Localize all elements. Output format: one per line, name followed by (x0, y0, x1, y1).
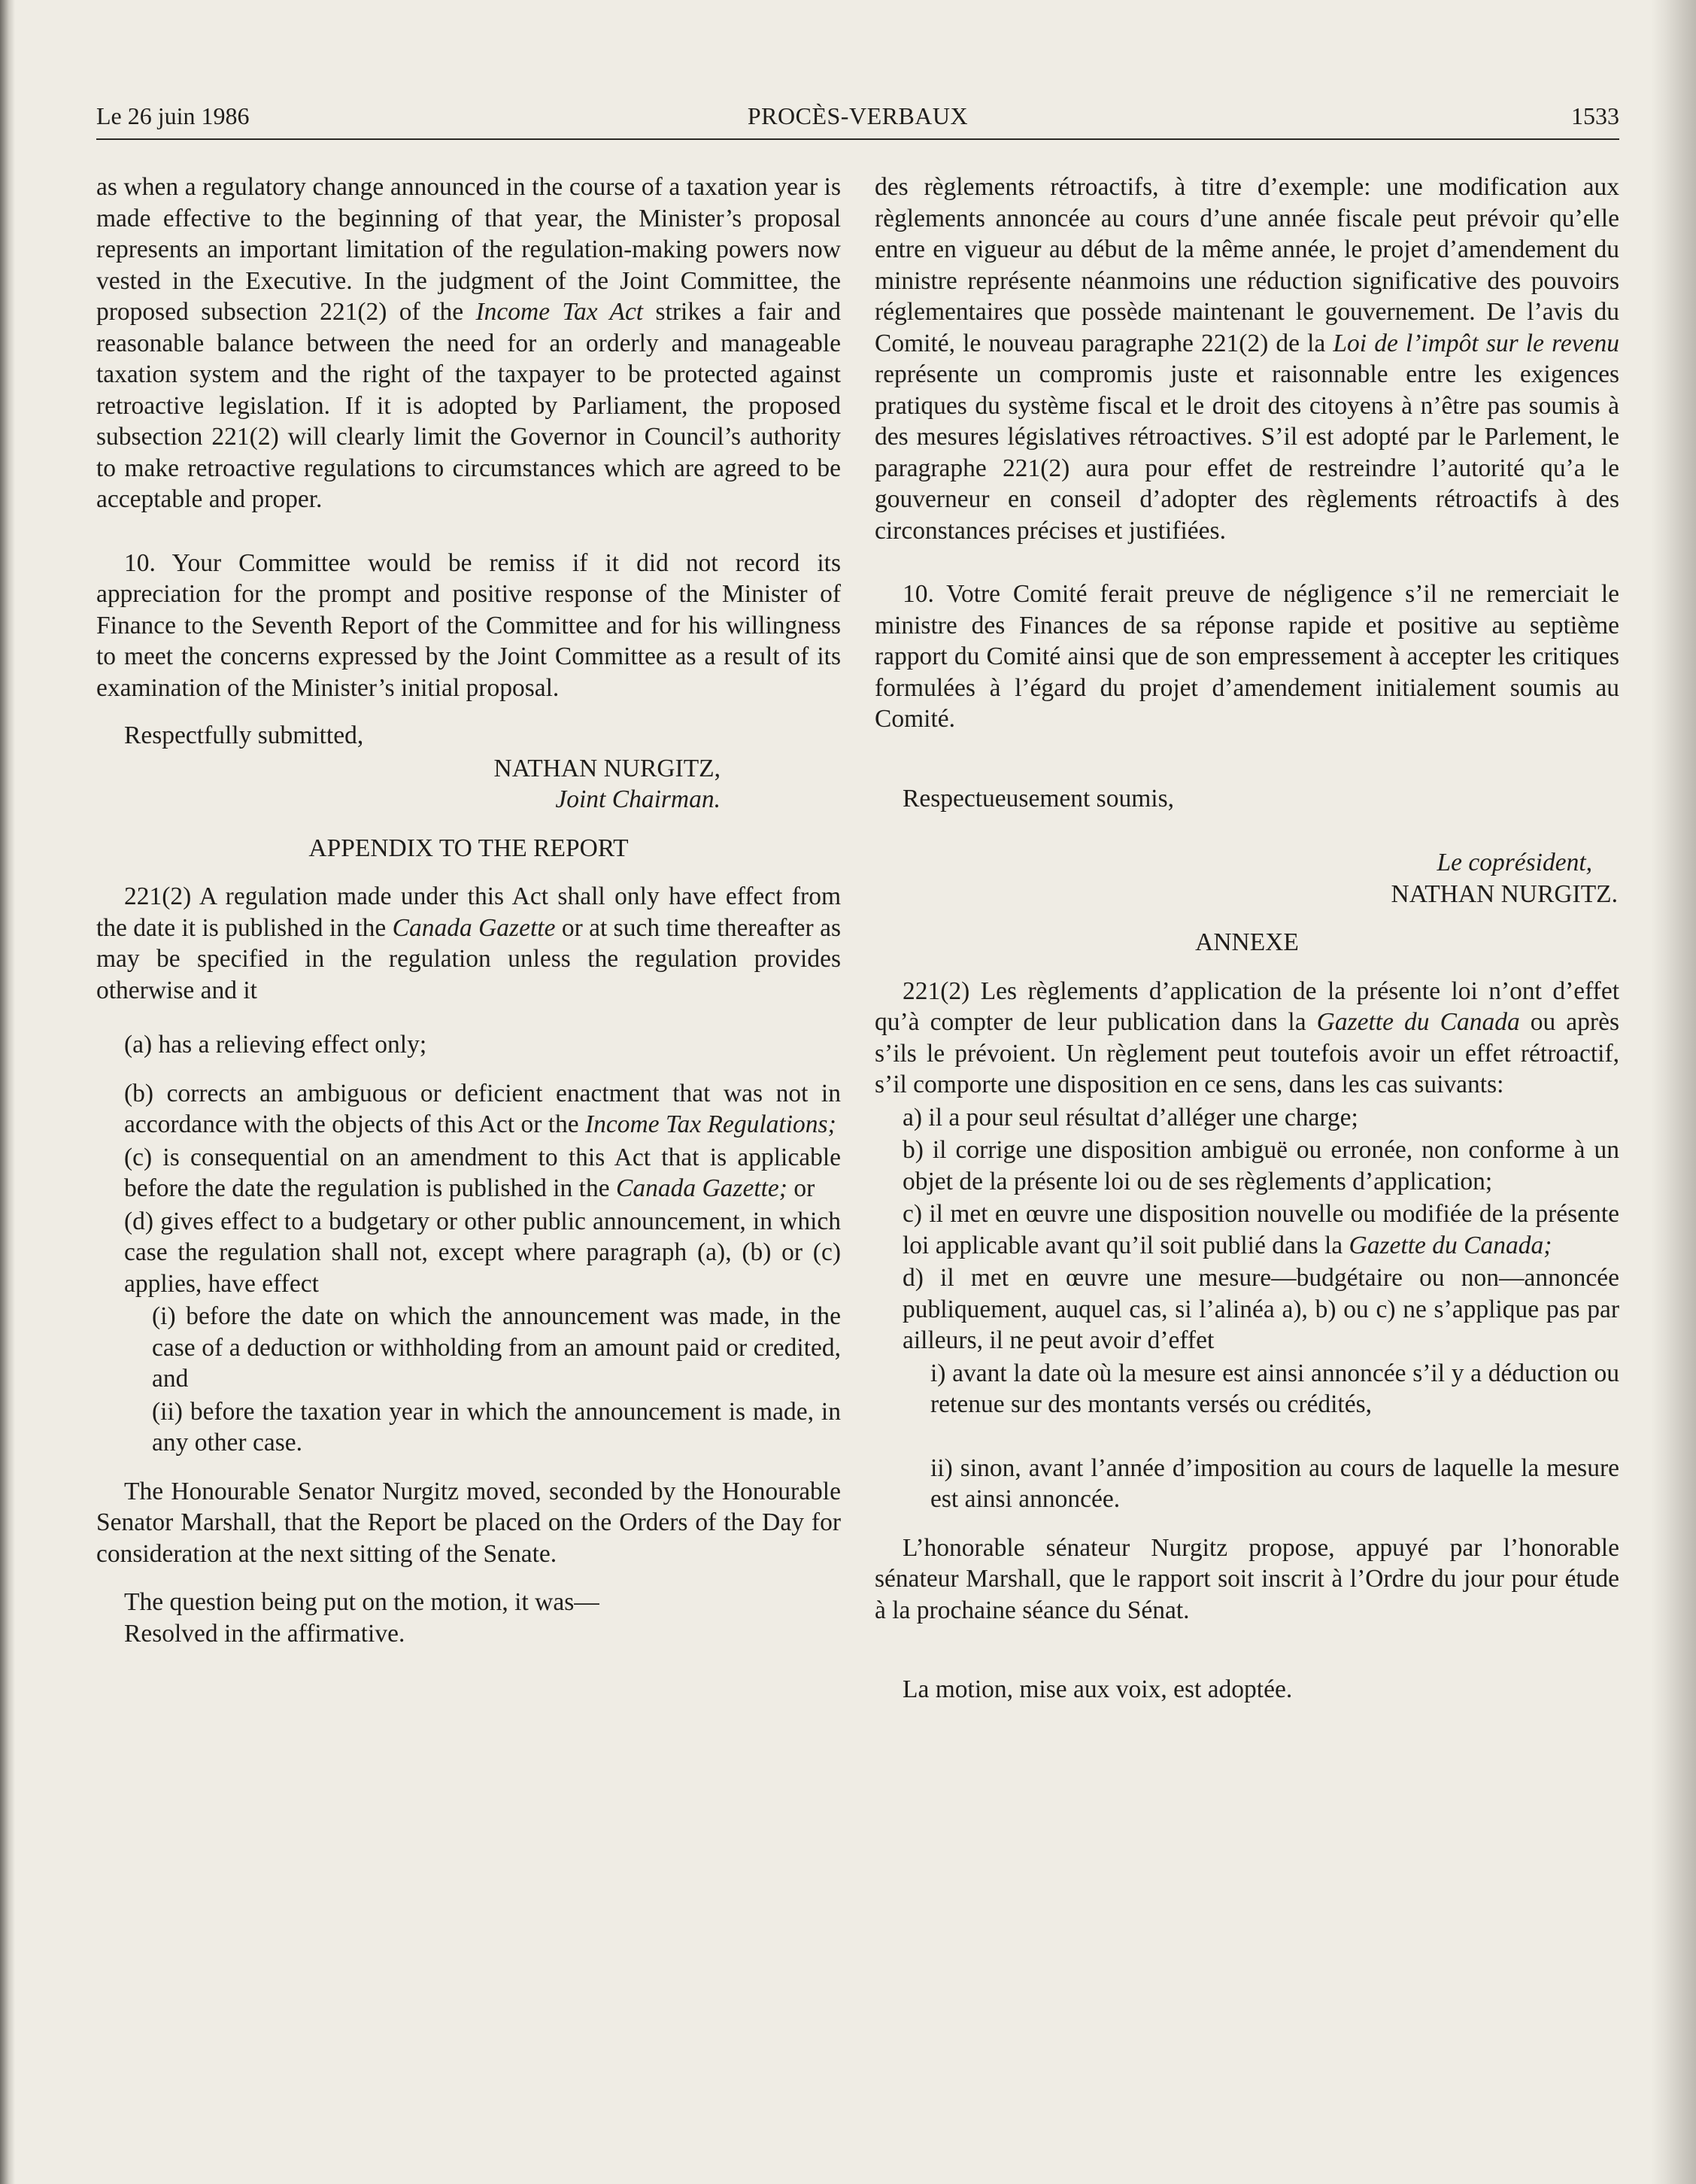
en-paragraph-continued (96, 172, 841, 515)
fr-paragraph-continued (875, 172, 1619, 546)
fr-section-221-2 (875, 976, 1619, 1101)
fr-item-d-ii: ii) sinon, avant l’année d’imposition au cours de laquelle la mesure est ainsi annoncée. (930, 1453, 1619, 1513)
en-item-d: (d) gives effect to a budgetary or other public announcement, in which case the regulation shall not, except where paragraph (a), (b) or (c) applies, have effect (124, 1207, 841, 1298)
fr-paragraph-10: 10. Votre Comité ferait preuve de négligence s’il ne remerciait le ministre des Finances de sa réponse rapide et positive au septième rapport du Comité ainsi que de son empressement à accepter les critiques formulées à l’égard du projet d’amendement initialement soumis au Comité. (875, 580, 1619, 733)
en-question: The question being put on the motion, it was— (124, 1588, 599, 1616)
english-column (96, 172, 841, 1649)
fr-item-a: a) il a pour seul résultat d’alléger une charge; (903, 1103, 1358, 1131)
fr-motion: L’honorable sénateur Nurgitz propose, appuyé par l’honorable sénateur Marshall, que le rapport soit inscrit à l’Ordre du jour pour étude à la prochaine séance du Sénat. (875, 1533, 1619, 1624)
en-p1-text-a: as when a regulatory change announced in the course of a taxation year is made effective to the beginning of that year, the Minister’s proposal represents an important limitation of the regulation-making powers now vested in the Executive. In the judgment of the Joint Committee, the proposed subsection 221(2) of the (96, 173, 841, 326)
en-item-c-gazette: Canada Gazette; (616, 1174, 787, 1202)
en-item-c-text: (c) is consequential on an amendment to this Act that is applicable before the date the regulation is published in the (124, 1143, 841, 1202)
en-signer-title: Joint Chairman. (555, 785, 721, 813)
page-left-shadow (0, 0, 15, 2184)
fr-adopted: La motion, mise aux voix, est adoptée. (903, 1675, 1293, 1703)
fr-item-c-text: c) il met en œuvre une disposition nouvelle ou modifiée de la présente loi applicable avant qu’il soit publié dans la (903, 1200, 1619, 1259)
fr-item-d-i: i) avant la date où la mesure est ainsi annoncée s’il y a déduction ou retenue sur des montants versés ou crédités, (930, 1359, 1619, 1418)
en-motion: The Honourable Senator Nurgitz moved, seconded by the Honourable Senator Marshall, that the Report be placed on the Orders of the Day for consideration at the next sitting of the Senate. (96, 1477, 841, 1568)
french-column (875, 172, 1619, 1706)
en-s221-text-c: or at such time thereafter as may be specified in the regulation unless the regulation provides otherwise and it (96, 913, 841, 1004)
fr-closing: Respectueusement soumis, (903, 784, 1174, 813)
running-header (96, 102, 1619, 140)
en-p1-act-title: Income Tax Act (475, 298, 644, 326)
en-item-b-regulations: Income Tax Regulations; (585, 1110, 836, 1138)
header-title: PROCÈS-VERBAUX (747, 102, 969, 129)
fr-signer-name: NATHAN NURGITZ. (1391, 879, 1618, 908)
en-item-a: (a) has a relieving effect only; (124, 1031, 427, 1059)
en-resolved: Resolved in the affirmative. (124, 1619, 405, 1648)
en-item-b (96, 1078, 841, 1141)
header-rule (96, 138, 1619, 140)
fr-item-b: b) il corrige une disposition ambiguë ou erronée, non conforme à un objet de la présente loi ou de ses règlements d’application; (903, 1136, 1619, 1195)
page-number: 1533 (1571, 102, 1619, 129)
fr-p1-act-title: Loi de l’impôt sur le revenu (1333, 329, 1619, 357)
fr-item-d: d) il met en œuvre une mesure—budgétaire ou non—annoncée publiquement, auquel cas, si l’alinéa a), b) ou c) ne s’applique pas par ailleurs, il ne peut avoir d’effet (903, 1264, 1619, 1354)
en-item-b-text: (b) corrects an ambiguous or deficient enactment that was not in accordance with the objects of this Act or the (124, 1079, 841, 1138)
page-right-shadow (1651, 0, 1696, 2184)
en-paragraph-10: 10. Your Committee would be remiss if it did not record its appreciation for the prompt and positive response of the Minister of Finance to the Seventh Report of the Committee and for his willingness to meet the concerns expressed by the Joint Committee as a result of its examination of the Minister’s initial proposal. (96, 548, 841, 702)
fr-s221-text-c: ou après s’ils le prévoient. Un règlement peut toutefois avoir un effet rétroactif, s’il comporte une disposition en ce sens, dans les cas suivants: (875, 1008, 1619, 1098)
en-appendix-heading: APPENDIX TO THE REPORT (308, 834, 629, 862)
en-item-d-i: (i) before the date on which the announcement was made, in the case of a deduction or withholding from an amount paid or credited, and (152, 1302, 841, 1393)
en-item-c (96, 1142, 841, 1204)
fr-item-c-gazette: Gazette du Canada; (1349, 1231, 1552, 1259)
en-s221-text-a: 221(2) A regulation made under this Act shall only have effect from the date it is published in the (96, 882, 841, 942)
en-closing: Respectfully submitted, (124, 721, 364, 749)
en-section-221-2 (96, 881, 841, 1006)
en-s221-gazette: Canada Gazette (392, 913, 556, 942)
en-item-c-or: or (787, 1174, 815, 1202)
header-date: Le 26 juin 1986 (96, 102, 250, 129)
fr-appendix-heading: ANNEXE (1195, 928, 1299, 956)
en-item-d-ii: (ii) before the taxation year in which the announcement is made, in any other case. (152, 1397, 841, 1457)
en-p1-text-c: strikes a fair and reasonable balance between the need for an orderly and manageable taxation system and the right of the taxpayer to be protected against retroactive legislation. If it is adopted by Parliament, the proposed subsection 221(2) will clearly limit the Governor in Council’s authority to make retroactive regulations to circumstances which are agreed to be acceptable and proper. (96, 298, 841, 513)
fr-s221-text-a: 221(2) Les règlements d’application de la présente loi n’ont d’effet qu’à compter de leur publication dans la (875, 977, 1619, 1036)
fr-p1-text-a: des règlements rétroactifs, à titre d’exemple: une modification aux règlements annoncée au cours d’une année fiscale peut prévoir qu’elle entre en vigueur au début de la même année, le projet d’amendement du ministre représente néanmoins une réduction significative des pouvoirs réglementaires que possède maintenant le gouvernement. De l’avis du Comité, le nouveau paragraphe 221(2) de la (875, 173, 1619, 357)
fr-p1-text-c: représente un compromis juste et raisonnable entre les exigences pratiques du système fiscal et le droit des citoyens à n’être pas soumis à des mesures législatives rétroactives. S’il est adopté par le Parlement, le paragraphe 221(2) aura pour effet de restreindre l’autorité qu’a le gouverneur en conseil d’adopter des règlements rétroactifs à des circonstances précises et justifiées. (875, 360, 1619, 545)
fr-signer-title: Le coprésident, (1437, 849, 1592, 876)
fr-s221-gazette: Gazette du Canada (1316, 1008, 1520, 1036)
fr-item-c (875, 1198, 1619, 1261)
en-signer-name: NATHAN NURGITZ, (493, 754, 721, 782)
